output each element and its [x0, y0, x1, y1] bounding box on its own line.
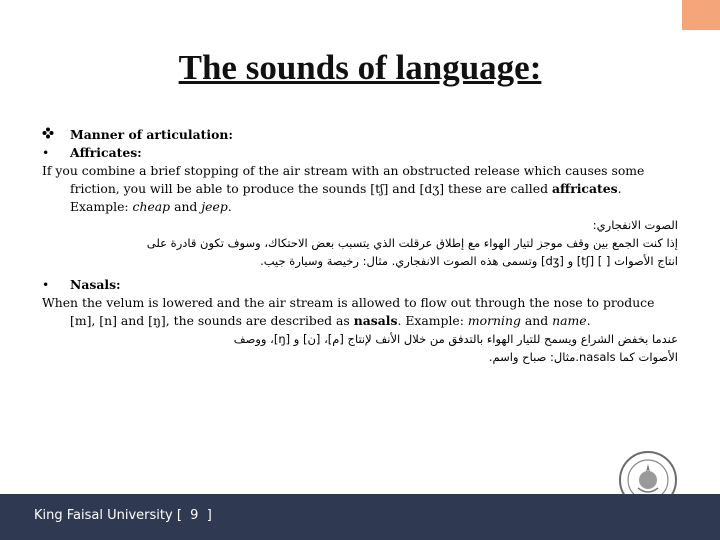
footer-close-bracket: ] — [206, 508, 212, 523]
footer-text — [34, 508, 212, 523]
nasals-heading — [42, 276, 678, 294]
diamond-bullet-glyph — [42, 127, 54, 139]
affricates-label: Affricates: — [70, 145, 142, 160]
nasals-line-2-b: . Example: — [397, 313, 464, 328]
nasals-and: and — [524, 313, 549, 328]
nasals-line-1: When the velum is lowered and the air stream is allowed to flow out through the nose to produce — [42, 295, 655, 310]
diamond-bullet-icon — [42, 126, 70, 144]
footer-university: King Faisal University [ — [34, 508, 182, 523]
arabic-affricates-heading: الصوت الانفجاري: — [592, 218, 678, 232]
nasals-paragraph — [42, 294, 678, 330]
slide-content — [42, 126, 678, 366]
affricates-line-2-text: friction, you will be able to produce the sounds [tʃ] and [dʒ] these are called — [70, 181, 549, 196]
bullet-dot: • — [42, 145, 50, 160]
affricates-example — [42, 198, 678, 216]
page-number: 9 — [190, 508, 199, 523]
example-word-name: name — [552, 313, 587, 328]
affricates-term: affricates — [552, 181, 618, 196]
affricates-line-2-end: . — [617, 181, 622, 196]
affricates-paragraph — [42, 162, 678, 216]
arabic-affricates-line-2: انتاج الأصوات [ ] [tʃ] و [dʒ] وتسمى هذه الصوت الانفجاري. مثال: رخيصة وسيارة جيب. — [260, 254, 678, 268]
section-heading-text: Manner of articulation: — [70, 127, 233, 142]
example-word-jeep: jeep — [201, 199, 228, 214]
nasals-end: . — [586, 313, 591, 328]
bullet-dot: • — [42, 277, 50, 292]
example-word-morning: morning — [467, 313, 521, 328]
nasals-line-2-a: [m], [n] and [ŋ], the sounds are described as — [70, 313, 350, 328]
example-and: and — [174, 199, 198, 214]
example-prefix: Example: — [70, 199, 129, 214]
section-heading — [42, 126, 678, 144]
example-end: . — [227, 199, 232, 214]
arabic-nasals-line-2: الأصوات كما nasals.مثال: صباح واسم. — [488, 350, 678, 364]
affricates-line-2 — [42, 180, 678, 198]
footer-bar — [0, 494, 720, 540]
nasals-line-2 — [42, 312, 678, 330]
corner-accent-block — [682, 0, 720, 30]
arabic-nasals-line-1: عندما بخفض الشراع ويسمح للتيار الهواء بالتدفق من خلال الأنف لإنتاج [م]، [ن] و [ŋ]، ووصف — [233, 332, 678, 346]
affricates-heading — [42, 144, 678, 162]
affricates-line-1: If you combine a brief stopping of the air stream with an obstructed release which causes some — [42, 163, 645, 178]
nasals-label: Nasals: — [70, 277, 121, 292]
example-word-cheap: cheap — [132, 199, 171, 214]
arabic-affricates-line-1: إذا كنت الجمع بين وقف موجز لتيار الهواء مع إطلاق عرقلت الذي يتسبب بعض الاحتكاك، وسوف تكون قادرة على — [146, 236, 678, 250]
slide-title: The sounds of language: — [178, 48, 542, 87]
nasals-term: nasals — [353, 313, 398, 328]
